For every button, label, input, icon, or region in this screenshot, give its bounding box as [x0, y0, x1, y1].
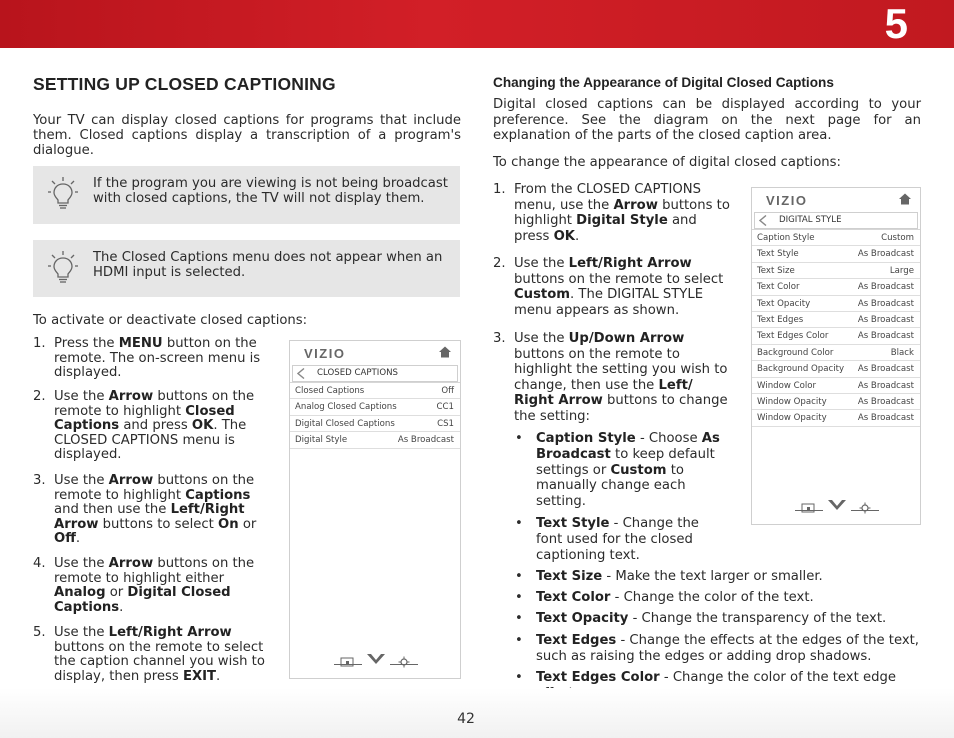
menu-title: DIGITAL STYLE	[779, 215, 842, 225]
menu-row-label: Window Opacity	[757, 413, 827, 424]
bold-term: EXIT	[182, 668, 217, 684]
menu-row-label: Text Style	[757, 249, 799, 260]
menu-row[interactable]	[290, 416, 460, 432]
menu-row-label: Window Color	[757, 380, 817, 391]
bold-term: Up/Down Arrow	[568, 331, 685, 346]
bold-term: Left/Right Arrow	[54, 502, 245, 532]
text-run: From the CLOSED CAPTIONS menu, use the	[514, 182, 701, 213]
menu-row[interactable]	[752, 361, 920, 377]
bold-term: Digital Closed Captions	[54, 585, 231, 615]
menu-row-label: Analog Closed Captions	[295, 402, 397, 413]
left-column	[33, 74, 461, 159]
lightbulb-icon	[47, 250, 79, 286]
menu-rows	[290, 382, 460, 449]
bold-term: Arrow	[108, 556, 154, 571]
menu-row-value: As Broadcast	[857, 364, 914, 375]
menu-row[interactable]	[752, 345, 920, 361]
menu-row-value: Off	[441, 386, 454, 396]
v-button-icon[interactable]	[365, 653, 387, 665]
menu-title-bar	[754, 212, 918, 229]
menu-row[interactable]	[752, 312, 920, 328]
menu-row-label: Digital Closed Captions	[295, 418, 395, 429]
right-intro: Digital closed captions can be displayed according to your preference. See the diagram on the next page for an explanation of the parts of the closed caption area.	[493, 97, 921, 144]
step-number: 3.	[33, 473, 46, 488]
menu-row[interactable]	[752, 263, 920, 279]
bold-term: OK	[553, 228, 575, 244]
bullet-term: Text Style	[536, 516, 610, 531]
note-text: The Closed Captions menu does not appear when an HDMI input is selected.	[93, 250, 443, 281]
text-run: buttons on the remote to select the caption channel you wish to display, then press	[54, 639, 265, 684]
bullet-text	[536, 633, 926, 665]
input-icon[interactable]	[795, 499, 823, 511]
menu-row[interactable]	[290, 399, 460, 415]
text-run: - Change the color of the text.	[610, 590, 814, 605]
menu-row[interactable]	[752, 246, 920, 262]
bullet-term: Text Size	[536, 569, 603, 584]
step-number: 2.	[33, 389, 46, 404]
bullet-term: Text Color	[536, 590, 611, 605]
step-number: 4.	[33, 556, 46, 571]
menu-row-value: As Broadcast	[857, 282, 914, 293]
bullet-text	[536, 569, 926, 585]
text-run: Use the	[54, 556, 109, 571]
bold-term: On	[218, 516, 239, 532]
menu-row[interactable]	[752, 378, 920, 394]
menu-title: CLOSED CAPTIONS	[317, 368, 398, 378]
bullet-text	[536, 516, 726, 563]
bold-term: Left/ Right Arrow	[514, 377, 693, 409]
text-run: - Make the text larger or smaller.	[602, 569, 823, 584]
bullet-term: Text Edges Color	[536, 670, 660, 685]
lightbulb-icon	[47, 176, 79, 212]
menu-row-label: Background Opacity	[757, 364, 845, 375]
menu-row-value: As Broadcast	[857, 331, 914, 342]
bold-term: Captions	[185, 487, 251, 503]
digital-style-menu	[751, 187, 921, 525]
back-arrow-icon[interactable]	[297, 368, 305, 379]
menu-row-label: Text Opacity	[757, 298, 811, 309]
text-run: - Change the effects at the edges of the text, such as raising the edges or adding drop shadows.	[536, 633, 920, 664]
bullet-dot: •	[515, 611, 523, 626]
step-number: 1.	[33, 336, 46, 351]
chapter-number: 5	[884, 0, 908, 47]
bold-term: Arrow	[108, 389, 154, 404]
menu-row-value: Custom	[881, 233, 914, 243]
menu-row-label: Text Edges Color	[757, 331, 829, 342]
menu-row-label: Closed Captions	[295, 386, 365, 396]
text-run: . The DIGITAL STYLE menu appears as shown.	[514, 287, 704, 318]
menu-row-label: Digital Style	[295, 435, 348, 446]
menu-row-value: As Broadcast	[857, 298, 914, 309]
text-run: buttons on the remote to highlight either	[54, 556, 255, 586]
bullet-dot: •	[515, 569, 523, 584]
text-run: buttons to highlight	[514, 197, 730, 229]
bullet-dot: •	[515, 431, 523, 446]
text-run: and then use the	[54, 502, 171, 518]
text-run: - Change the transparency of the text.	[628, 611, 887, 626]
chapter-banner	[0, 0, 954, 48]
menu-row-value: Large	[889, 265, 914, 276]
intro-paragraph: Your TV can display closed captions for programs that include them. Closed captions display a transcription of a program's dialogue.	[33, 113, 461, 159]
menu-row-value: As Broadcast	[857, 396, 914, 407]
menu-row[interactable]	[752, 410, 920, 426]
text-run: - Choose	[635, 431, 702, 446]
text-run: or	[238, 516, 257, 532]
bullet-text	[536, 431, 726, 510]
bold-term: Arrow	[108, 473, 154, 488]
menu-rows	[752, 229, 920, 427]
menu-row-label: Text Color	[757, 282, 800, 293]
menu-row[interactable]	[752, 279, 920, 295]
text-run: .	[75, 531, 81, 547]
bullet-term: Text Opacity	[536, 611, 629, 626]
menu-row-label: Window Opacity	[757, 396, 827, 407]
back-arrow-icon[interactable]	[759, 215, 767, 226]
text-run: buttons on the remote to highlight	[54, 389, 255, 419]
step-text	[54, 337, 278, 381]
text-run: buttons on the remote to select	[514, 271, 724, 287]
menu-row[interactable]	[290, 432, 460, 448]
menu-row-value: CC1	[436, 402, 454, 413]
closed-captions-menu	[289, 340, 461, 679]
text-run: .	[216, 668, 221, 684]
text-run: . The CLOSED CAPTIONS menu is displayed.	[54, 418, 247, 463]
bullet-text	[536, 611, 926, 627]
menu-row[interactable]	[752, 230, 920, 246]
text-run: Use the	[514, 256, 569, 271]
menu-row-label: Text Size	[757, 265, 795, 276]
settings-icon[interactable]	[851, 499, 879, 511]
bold-term: Digital Style	[576, 213, 668, 229]
bold-term: Arrow	[613, 197, 658, 213]
bullet-dot: •	[515, 670, 523, 685]
menu-bottom-bar	[752, 499, 920, 513]
bold-term: Custom	[514, 287, 571, 303]
text-run: Use the	[54, 389, 109, 404]
text-run: .	[575, 228, 580, 244]
text-run: to manually change each setting.	[536, 462, 686, 510]
text-run: to keep default settings or	[536, 446, 715, 478]
menu-row-value: As Broadcast	[857, 249, 914, 260]
text-run: buttons to select	[98, 516, 219, 532]
menu-row-value: As Broadcast	[857, 413, 914, 424]
home-icon[interactable]	[438, 345, 452, 359]
input-icon[interactable]	[334, 653, 362, 665]
settings-icon[interactable]	[390, 653, 418, 665]
menu-row-value: Black	[890, 347, 914, 358]
step-number: 3.	[493, 331, 506, 346]
step-text	[54, 474, 278, 547]
note-text: If the program you are viewing is not being broadcast with closed captions, the TV will not display them.	[93, 176, 448, 207]
text-run: buttons on the remote to highlight	[54, 473, 255, 503]
text-run: - Change the font used for the closed captioning text.	[536, 516, 699, 563]
bold-term: Custom	[610, 462, 667, 478]
menu-row-value: As Broadcast	[857, 314, 914, 325]
bold-term: Left/Right Arrow	[568, 256, 692, 271]
vizio-logo: VIZIO	[766, 193, 808, 208]
text-run: and press	[119, 418, 192, 434]
bullet-term: Text Edges	[536, 633, 617, 648]
note-box	[33, 166, 460, 224]
step-number: 5.	[33, 625, 46, 640]
menu-row-label: Background Color	[757, 347, 834, 358]
text-run: Use the	[514, 331, 569, 346]
text-run: - Change the color of the text edge	[663, 670, 896, 685]
bullet-dot: •	[515, 516, 523, 531]
text-run: Use the	[54, 625, 109, 640]
menu-row-label: Text Edges	[757, 314, 804, 325]
menu-row[interactable]	[752, 394, 920, 410]
text-run: Press the	[54, 336, 119, 351]
menu-row-value: CS1	[437, 418, 454, 429]
note-box	[33, 240, 460, 297]
menu-bottom-bar	[290, 653, 460, 667]
bold-term: Closed Captions	[54, 403, 235, 434]
activate-text: To activate or deactivate closed captions:	[33, 313, 308, 328]
right-lead: To change the appearance of digital closed captions:	[493, 155, 841, 170]
text-run: and press	[514, 213, 697, 244]
menu-row-label: Caption Style	[757, 233, 815, 243]
bullet-dot: •	[515, 590, 523, 605]
step-text	[514, 256, 732, 318]
bold-term: As Broadcast	[536, 431, 720, 462]
v-button-icon[interactable]	[826, 499, 848, 511]
text-run: Use the	[54, 473, 109, 488]
menu-title-bar	[292, 365, 458, 382]
menu-row-value: As Broadcast	[397, 435, 454, 446]
menu-row[interactable]	[290, 383, 460, 399]
menu-row[interactable]	[752, 296, 920, 312]
bullet-text	[536, 590, 926, 606]
step-number: 1.	[493, 182, 506, 197]
bullet-dot: •	[515, 633, 523, 648]
menu-row[interactable]	[752, 328, 920, 344]
section-heading: SETTING UP CLOSED CAPTIONING	[33, 74, 336, 94]
bold-term: Off	[54, 531, 76, 547]
bold-term: OK	[191, 418, 214, 434]
step-text	[514, 182, 732, 244]
text-run: button on the remote. The on-screen menu is displayed.	[54, 336, 261, 381]
bold-term: MENU	[118, 336, 163, 351]
step-text	[54, 390, 278, 463]
subsection-heading: Changing the Appearance of Digital Closed Captions	[493, 75, 834, 90]
vizio-logo: VIZIO	[304, 346, 346, 361]
step-text	[54, 557, 278, 615]
text-run: .	[119, 599, 124, 615]
page-number: 42	[457, 711, 475, 727]
text-run: or	[105, 585, 128, 601]
step-number: 2.	[493, 256, 506, 271]
step-text	[514, 331, 732, 425]
menu-row-value: As Broadcast	[857, 380, 914, 391]
text-run: buttons on the remote to highlight the setting you wish to change, then use the	[514, 346, 728, 393]
step-text	[54, 626, 278, 684]
bold-term: Analog	[54, 585, 106, 601]
home-icon[interactable]	[898, 192, 912, 206]
bullet-term: Caption Style	[536, 431, 636, 446]
text-run: buttons to change the setting:	[514, 393, 728, 424]
bold-term: Left/Right Arrow	[108, 625, 232, 640]
